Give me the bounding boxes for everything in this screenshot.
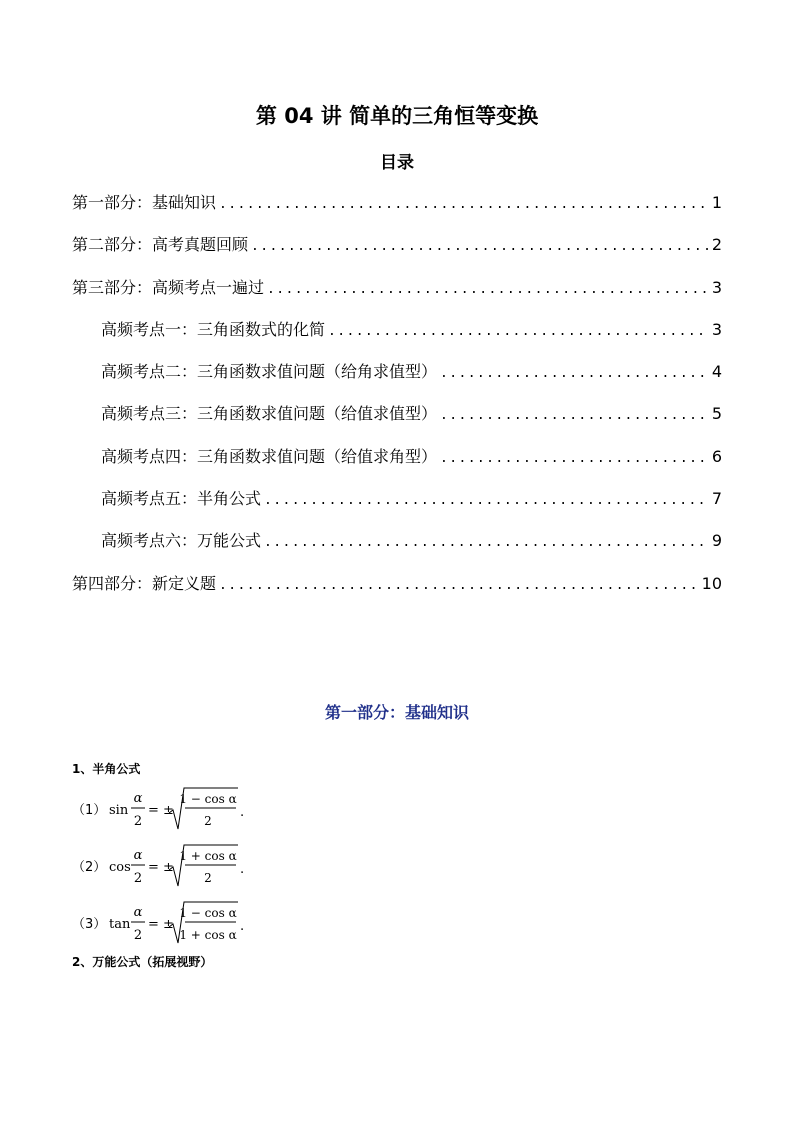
toc-entry-topic3[interactable] [72,401,722,443]
toc-entry-part4[interactable] [72,571,722,613]
half-angle-numerator: α [133,848,143,863]
formula-period: . [240,805,245,820]
toc-entry-topic2[interactable] [72,359,722,401]
document-title: 第 04 讲 简单的三角恒等变换 [255,104,539,128]
toc-entry-label: 高频考点二：三角函数求值问题（给角求值型） [101,362,438,382]
toc-leader-dots [440,366,709,381]
toc-entry-topic5[interactable] [72,486,722,528]
universal-formula-title: 2、万能公式（拓展视野） [72,955,213,969]
toc-entry-topic4[interactable] [72,444,722,486]
toc-entry-label: 第三部分：高频考点一遍过 [72,277,265,297]
half-angle-denominator: 2 [133,814,143,829]
toc-leader-dots [264,493,709,508]
toc-entry-label: 第四部分：新定义题 [72,573,217,593]
sqrt-numerator: 1 − cos α [179,906,237,920]
toc-entry-page: 2 [711,235,722,255]
toc-entry-topic1[interactable] [72,317,722,359]
toc-entry-topic6[interactable] [72,528,722,570]
toc-entry-page: 10 [701,573,722,593]
toc-entry-label: 高频考点一：三角函数式的化简 [101,319,326,339]
toc-leader-dots [440,408,709,423]
toc-entry-part1[interactable] [72,190,722,232]
toc-entry-page: 3 [711,319,722,339]
toc-entry-label: 高频考点三：三角函数求值问题（给值求值型） [101,404,438,424]
toc-heading: 目录 [380,153,414,173]
formula-tan-half-angle [72,897,272,947]
formula-cos-half-angle [72,840,272,890]
toc-leader-dots [267,282,709,297]
sqrt-denominator: 2 [204,814,212,828]
half-angle-numerator: α [133,791,143,806]
toc-leader-dots [219,578,699,593]
toc-leader-dots [251,239,709,254]
toc-entry-page: 6 [711,446,722,466]
toc-entry-label: 第二部分：高考真题回顾 [72,235,249,255]
toc-entry-label: 高频考点四：三角函数求值问题（给值求角型） [101,446,438,466]
toc-entry-page: 1 [711,193,722,212]
half-angle-numerator: α [133,905,143,920]
formula-number: （3） [72,917,107,932]
toc-leader-dots [328,324,709,339]
toc-entry-page: 7 [711,489,722,509]
toc-entry-label: 第一部分：基础知识 [72,193,217,212]
toc-entry-page: 3 [711,277,722,297]
formula-period: . [240,919,245,934]
toc-entry-page: 4 [711,362,722,382]
toc-leader-dots [264,535,709,550]
formula-func: tan [109,917,131,932]
sqrt-numerator: 1 + cos α [179,849,237,863]
half-angle-denominator: 2 [133,928,143,943]
equals-plus-minus: = ± [148,860,174,875]
toc-entry-part3[interactable] [72,275,722,317]
formula-func: sin [109,803,129,818]
formula-expression [72,897,272,947]
half-angle-denominator: 2 [133,871,143,886]
sqrt-denominator: 1 + cos α [179,928,237,942]
formula-number: （2） [72,860,107,875]
equals-plus-minus: = ± [148,803,174,818]
toc-leader-dots [219,197,709,212]
sqrt-denominator: 2 [204,871,212,885]
formula-expression [72,783,272,833]
half-angle-formula-title: 1、半角公式 [72,762,141,776]
toc-entry-part2[interactable] [72,232,722,274]
section-heading-basics: 第一部分：基础知识 [324,703,469,722]
formula-expression [72,840,272,890]
formula-period: . [240,862,245,877]
toc-entry-page: 5 [711,404,722,424]
formula-sin-half-angle [72,783,272,833]
sqrt-numerator: 1 − cos α [179,792,237,806]
formula-func: cos [109,860,131,875]
toc-entry-label: 高频考点五：半角公式 [101,489,262,509]
formula-number: （1） [72,803,107,818]
toc-entry-label: 高频考点六：万能公式 [101,531,262,551]
table-of-contents [72,190,722,613]
equals-plus-minus: = ± [148,917,174,932]
toc-entry-page: 9 [711,531,722,551]
toc-leader-dots [440,451,709,466]
